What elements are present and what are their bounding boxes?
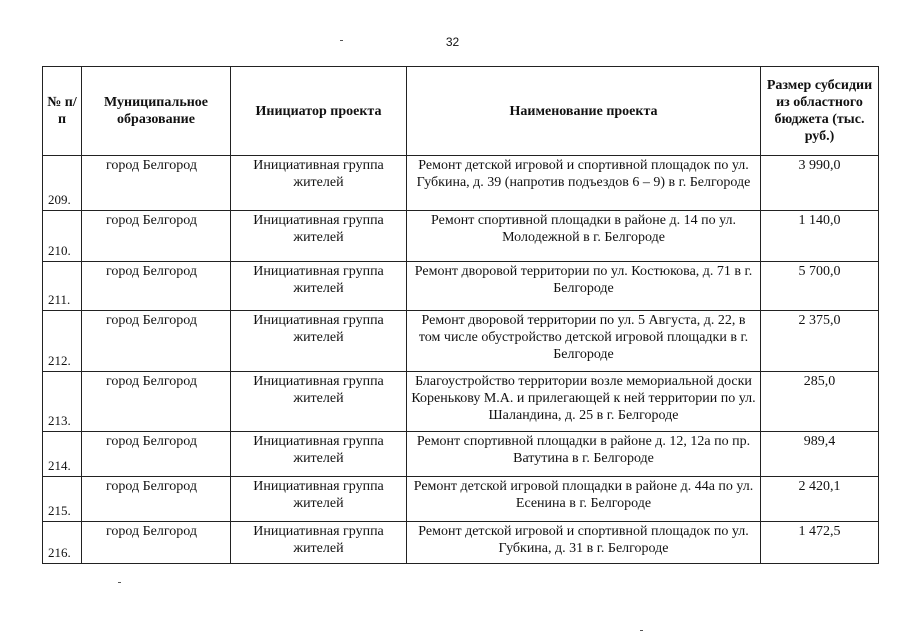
initiator-cell: Инициативная группа жителей: [231, 522, 407, 564]
initiator-cell: Инициативная группа жителей: [231, 477, 407, 522]
row-number: 213.: [43, 372, 82, 432]
municipality-cell: город Белгород: [82, 211, 231, 262]
project-cell: Ремонт дворовой территории по ул. 5 Августа, д. 22, в том числе обустройство детской игровой площадки в г. Белгороде: [407, 311, 761, 372]
table-row: [43, 372, 879, 432]
scan-speck: [640, 630, 643, 631]
amount-cell: 2 420,1: [761, 477, 879, 522]
table-row: [43, 156, 879, 211]
initiator-cell: Инициативная группа жителей: [231, 156, 407, 211]
scan-speck: [340, 40, 343, 41]
project-cell: Ремонт детской игровой и спортивной площадок по ул. Губкина, д. 31 в г. Белгороде: [407, 522, 761, 564]
header-project: Наименование проекта: [407, 67, 761, 156]
table-row: [43, 432, 879, 477]
municipality-cell: город Белгород: [82, 372, 231, 432]
row-number: 209.: [43, 156, 82, 211]
table-row: [43, 262, 879, 311]
amount-cell: 1 140,0: [761, 211, 879, 262]
initiator-cell: Инициативная группа жителей: [231, 372, 407, 432]
municipality-cell: город Белгород: [82, 311, 231, 372]
amount-cell: 5 700,0: [761, 262, 879, 311]
municipality-cell: город Белгород: [82, 156, 231, 211]
header-municipality: Муниципальное образование: [82, 67, 231, 156]
project-cell: Ремонт спортивной площадки в районе д. 12, 12а по пр. Ватутина в г. Белгороде: [407, 432, 761, 477]
table-row: [43, 311, 879, 372]
initiator-cell: Инициативная группа жителей: [231, 262, 407, 311]
header-subsidy: Размер субсидии из областного бюджета (тыс. руб.): [761, 67, 879, 156]
project-cell: Ремонт детской игровой и спортивной площадок по ул. Губкина, д. 39 (напротив подъездов 6 – 9) в г. Белгороде: [407, 156, 761, 211]
table-row: [43, 477, 879, 522]
project-cell: Благоустройство территории возле мемориальной доски Коренькову М.А. и прилегающей к ней территории по ул. Шаландина, д. 25 в г. Белгороде: [407, 372, 761, 432]
municipality-cell: город Белгород: [82, 432, 231, 477]
row-number: 210.: [43, 211, 82, 262]
amount-cell: 2 375,0: [761, 311, 879, 372]
row-number: 211.: [43, 262, 82, 311]
table-row: [43, 522, 879, 564]
amount-cell: 989,4: [761, 432, 879, 477]
row-number: 216.: [43, 522, 82, 564]
row-number: 215.: [43, 477, 82, 522]
municipality-cell: город Белгород: [82, 262, 231, 311]
municipality-cell: город Белгород: [82, 477, 231, 522]
header-initiator: Инициатор проекта: [231, 67, 407, 156]
municipality-cell: город Белгород: [82, 522, 231, 564]
initiator-cell: Инициативная группа жителей: [231, 211, 407, 262]
initiator-cell: Инициативная группа жителей: [231, 432, 407, 477]
table-row: [43, 211, 879, 262]
amount-cell: 3 990,0: [761, 156, 879, 211]
amount-cell: 285,0: [761, 372, 879, 432]
project-cell: Ремонт дворовой территории по ул. Костюкова, д. 71 в г. Белгороде: [407, 262, 761, 311]
project-cell: Ремонт спортивной площадки в районе д. 14 по ул. Молодежной в г. Белгороде: [407, 211, 761, 262]
header-num: № п/п: [43, 67, 82, 156]
initiator-cell: Инициативная группа жителей: [231, 311, 407, 372]
header-row: [43, 67, 879, 156]
project-cell: Ремонт детской игровой площадки в районе д. 44а по ул. Есенина в г. Белгороде: [407, 477, 761, 522]
scan-speck: [118, 582, 121, 583]
subsidy-table: [42, 66, 879, 564]
page-number: 32: [445, 35, 460, 49]
row-number: 212.: [43, 311, 82, 372]
row-number: 214.: [43, 432, 82, 477]
amount-cell: 1 472,5: [761, 522, 879, 564]
